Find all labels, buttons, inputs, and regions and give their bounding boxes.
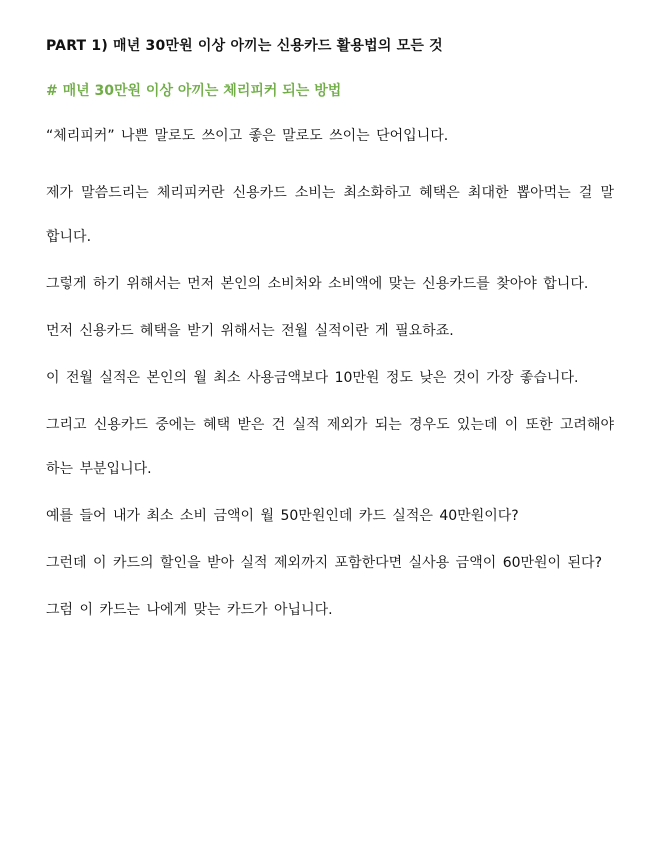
- paragraph-6: 그리고 신용카드 중에는 혜택 받은 건 실적 제외가 되는 경우도 있는데 이 또한 고려해야 하는 부분입니다.: [46, 417, 614, 477]
- paragraph-3: 그렇게 하기 위해서는 먼저 본인의 소비처와 소비액에 맞는 신용카드를 찾아야 합니다.: [46, 276, 589, 292]
- paragraph-9: 그럼 이 카드는 나에게 맞는 카드가 아닙니다.: [46, 602, 333, 618]
- paragraph-1: “체리피커” 나쁜 말로도 쓰이고 좋은 말로도 쓰이는 단어입니다.: [46, 128, 449, 144]
- paragraph-8: 그런데 이 카드의 할인을 받아 실적 제외까지 포함한다면 실사용 금액이 60만원이 된다?: [46, 555, 603, 571]
- paragraph-5: 이 전월 실적은 본인의 월 최소 사용금액보다 10만원 정도 낮은 것이 가장 좋습니다.: [46, 370, 579, 386]
- paragraph-2: 제가 말씀드리는 체리피커란 신용카드 소비는 최소화하고 혜택은 최대한 뽑아먹는 걸 말 합니다.: [46, 185, 614, 245]
- paragraph-7: 예를 들어 내가 최소 소비 금액이 월 50만원인데 카드 실적은 40만원이다?: [46, 508, 519, 524]
- document-title: PART 1) 매년 30만원 이상 아끼는 신용카드 활용법의 모든 것: [46, 38, 443, 54]
- section-heading: # 매년 30만원 이상 아끼는 체리피커 되는 방법: [46, 83, 342, 99]
- paragraph-4: 먼저 신용카드 혜택을 받기 위해서는 전월 실적이란 게 필요하죠.: [46, 323, 454, 339]
